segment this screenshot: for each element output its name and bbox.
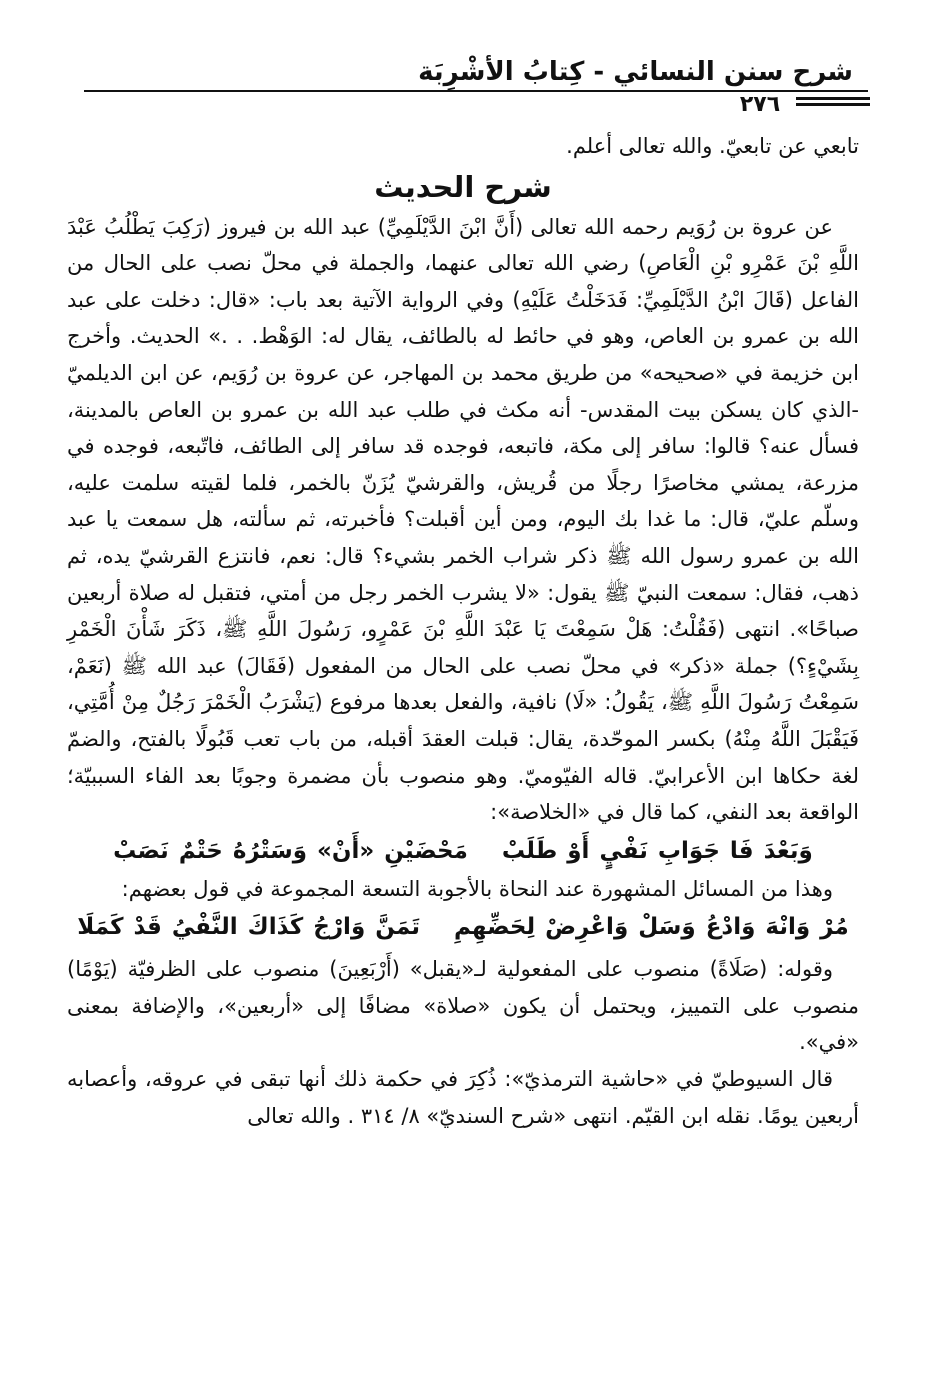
body-text <box>67 128 859 1134</box>
verse-hemistich-right: وَبَعْدَ فَا جَوَابِ نَفْيٍ أَوْ طَلَبْ <box>501 837 813 864</box>
commentary-paragraph: وقوله: (صَلَاةً) منصوب على المفعولية لـ«يقبل» (أَرْبَعِينَ) منصوب على الظرفيّة (يَوْمًا) منصوب على التمييز، ويحتمل أن يكون «صلاة» مضافًا إلى «أربعين»، والإضافة بمعنى «في». <box>67 957 859 1055</box>
verse-line-khulasa <box>67 831 859 871</box>
verse-hemistich-left: مَحْضَيْنِ «أَنْ» وَسَتْرُهُ حَتْمٌ نَصَبْ <box>113 837 468 864</box>
commentary-paragraph: قال السيوطيّ في «حاشية الترمذيّ»: ذُكِرَ في حكمة ذلك أنها تبقى في عروقه، وأعصابه أربعين يومًا. نقله ابن القيّم. انتهى «شرح السنديّ» ٨/ ٣١٤ . والله تعالى <box>67 1067 859 1128</box>
verse-hemistich-right: مُرْ وَانْهَ وَادْعُ وَسَلْ وَاعْرِضْ لِحَضِّهِمِ <box>454 914 849 941</box>
ornament-bar <box>796 103 870 106</box>
page-number-ornament-bars <box>796 97 870 113</box>
running-header-title: شرح سنن النسائي - كِتابُ الأشْرِبَة <box>418 57 853 87</box>
opening-line: تابعي عن تابعيّ. والله تعالى أعلم. <box>566 134 859 158</box>
commentary-paragraph: عن عروة بن رُوَيم رحمه الله تعالى (أَنَّ ابْنَ الدَّيْلَمِيِّ) عبد الله بن فيروز (رَكِبَ يَطْلُبُ عَبْدَ اللَّهِ بْنَ عَمْرِو بْنِ الْعَاصِ) رضي الله تعالى عنهما، والجملة في محلّ نصب على الحال من الفاعل (قَالَ ابْنُ الدَّيْلَمِيِّ: فَدَخَلْتُ عَلَيْهِ) وفي الرواية الآتية بعد باب: «قال: دخلت على عبد الله بن عمرو بن العاص، وهو في حائط له بالطائف، يقال له: الوَهْط. . .» الحديث. وأخرج ابن خزيمة في «صحيحه» من طريق محمد بن المهاجر، عن عروة بن رُوَيم، عن ابن الديلميّ -الذي كان يسكن بيت المقدس- أنه مكث في طلب عبد الله بن عمرو بن العاص بالمدينة، فسأل عنه؟ قالوا: سافر إلى مكة، فاتبعه، فوجده قد سافر إلى الطائف، فاتّبعه، فوجده في مزرعة، يمشي مخاصرًا رجلًا من قُريش، والقرشيّ يُزَنّ بالخمر، فلما لقيته سلمت عليه، وسلّم عليّ، قال: ما غدا بك اليوم، ومن أين أقبلت؟ فأخبرته، ثم سألته، هل سمعت يا عبد الله بن عمرو رسول الله ﷺ ذكر شراب الخمر بشيء؟ قال: نعم، فانتزع القرشيّ يده، ثم ذهب، فقال: سمعت النبيّ ﷺ يقول: «لا يشرب الخمر رجل من أمتي، فتقبل له صلاة أربعين صباحًا». انتهى (فَقُلْتُ: هَلْ سَمِعْتَ يَا عَبْدَ اللَّهِ بْنَ عَمْرٍو، رَسُولَ اللَّهِ ﷺ، ذَكَرَ شَأْنَ الْخَمْرِ بِشَيْءٍ؟) جملة «ذكر» في محلّ نصب على الحال من المفعول (فَقَالَ) عبد الله ﷺ (نَعَمْ، سَمِعْتُ رَسُولَ اللَّهِ ﷺ، يَقُولُ: «لَا) نافية، والفعل بعدها مرفوع (يَشْرَبُ الْخَمْرَ رَجُلٌ مِنْ أُمَّتِي، فَيَقْبَلَ اللَّهُ مِنْهُ) بكسر الموحّدة، يقال: قبلت العقدَ أقبله، من باب تعب قَبُولًا بالفتح، والضمّ لغة حكاها ابن الأعرابيّ. قاله الفيّوميّ. وهو منصوب بأن مضمرة وجوبًا بعد الفاء السببيّة؛ الواقعة بعد النفي، كما قال في «الخلاصة»: <box>67 214 859 825</box>
ornament-bar <box>796 97 870 100</box>
page-number: ٢٧٦ <box>739 92 781 117</box>
verse-line-nine-answers <box>67 907 859 947</box>
commentary-paragraph: وهذا من المسائل المشهورة عند النحاة بالأجوبة التسعة المجموعة في قول بعضهم: <box>121 876 833 901</box>
verse-hemistich-left: تَمَنَّ وَارْجُ كَذَاكَ النَّفْيُ قَدْ كَمَلَا <box>77 914 420 941</box>
section-title: شرح الحديث <box>374 169 552 204</box>
